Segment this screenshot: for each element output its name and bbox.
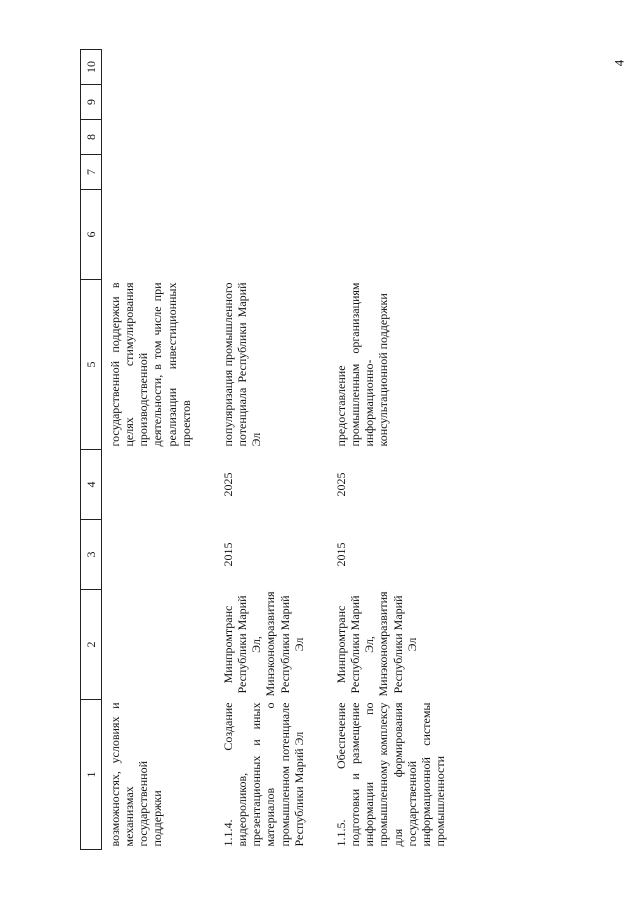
header-col-1: 1 [81,700,102,850]
row-2-activity: 1.1.4. Создание видеороликов, презентационных и иных материалов о промышленном потенциале Республики Марий Эл [220,702,306,847]
row-3-result: предоставление промышленным организациям информационно-консультационной поддержки [333,282,391,447]
row-3-activity: 1.1.5. Обеспечение подготовки и размещение информации по промышленному комплексу для формирования государственной информационной системы промышленности [333,702,447,847]
header-col-4: 4 [81,450,102,520]
row-3-end-year: 2025 [333,472,348,497]
table-row [199,50,312,850]
row-2-end-year: 2025 [220,472,235,497]
row-1-result: государственной поддержки в целях стимулирования производственной деятельности, в том числе при реализации инвестиционных проектов [108,282,193,447]
row-3-start-year: 2015 [333,542,348,567]
header-col-2: 2 [81,590,102,700]
rotated-table-wrapper [80,50,580,850]
row-2-start-year: 2015 [220,542,235,567]
row-1-end-year [102,450,199,520]
program-table [80,49,453,850]
header-col-3: 3 [81,520,102,590]
row-3-executor: Минпромтранс Республики Марий Эл, Минэкономразвития Республики Марий Эл [333,591,419,697]
header-col-5: 5 [81,280,102,450]
header-col-9: 9 [81,85,102,120]
row-1-executor [102,590,199,700]
table-row [312,50,453,850]
row-2-executor: Минпромтранс Республики Марий Эл, Минэкономразвития Республики Марий Эл [220,591,306,697]
header-col-7: 7 [81,155,102,190]
row-1-start-year [102,520,199,590]
header-col-10: 10 [81,50,102,85]
table-row [102,50,199,850]
row-1-activity: возможностях, условиях и механизмах государственной поддержки [108,702,165,847]
page-number: 4 [610,59,626,67]
row-2-result: популяризация промышленного потенциала Республики Марий Эл [220,282,264,447]
table-header-row [81,50,102,850]
header-col-8: 8 [81,120,102,155]
header-col-6: 6 [81,190,102,280]
